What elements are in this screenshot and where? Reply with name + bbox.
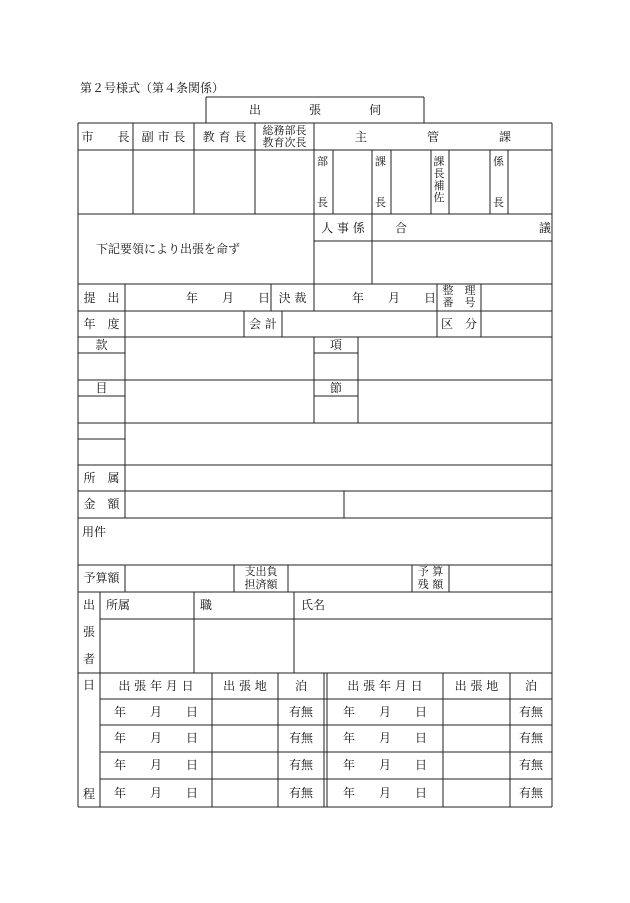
kacho-hosa-label: 課長補佐: [433, 155, 445, 204]
setsu-label: 節: [329, 381, 342, 395]
budget-remaining-label-2: 残 額: [417, 578, 444, 591]
schedule-row-stay: 有無: [288, 786, 313, 800]
schedule-row-stay: 有無: [518, 705, 543, 719]
schedule-row-stay: 有無: [518, 758, 543, 772]
schedule-stay-header-left: 泊: [294, 679, 307, 693]
category-label: 区 分: [440, 317, 477, 331]
amount-label: 金 額: [83, 497, 120, 511]
schedule-row-stay: 有無: [288, 731, 313, 745]
schedule-label-bottom: 程: [82, 787, 95, 801]
kacho-label-top: 課: [375, 155, 386, 168]
budget-remaining-label-1: 予 算: [417, 565, 444, 578]
schedule-place-header-right: 出 張 地: [454, 679, 499, 693]
kacho-label-bottom: 長: [375, 196, 386, 209]
schedule-row-date: 年 月 日: [342, 731, 427, 745]
kakaricho-label-top: 係: [493, 155, 504, 168]
form-number-label: 第２号様式（第４条関係）: [80, 81, 225, 95]
purpose-label: 用件: [82, 525, 107, 539]
personnel-section-label: 人 事 係: [321, 221, 365, 235]
budget-label: 予算額: [83, 571, 120, 585]
schedule-row-date: 年 月 日: [342, 705, 427, 719]
deputy-mayor-label: 副 市 長: [141, 130, 186, 144]
reference-number-label-1: 整 理: [442, 284, 476, 297]
general-affairs-director-label: 総務部長: [262, 124, 307, 137]
schedule-row-date: 年 月 日: [113, 786, 198, 800]
expense-committed-label-2: 担済額: [244, 578, 278, 591]
mayor-label: 市 長: [81, 130, 130, 144]
schedule-stay-header-right: 泊: [524, 679, 537, 693]
education-chief-label: 教 育 長: [202, 130, 247, 144]
bucho-label-top: 部: [317, 155, 328, 168]
trip-order-instruction: 下記要領により出張を命ず: [96, 242, 241, 256]
form-title: 出 張 伺: [248, 103, 381, 117]
traveler-affiliation-label: 所属: [106, 598, 131, 612]
expense-committed-label-1: 支出負: [244, 565, 278, 578]
schedule-row-stay: 有無: [288, 705, 313, 719]
schedule-place-header-left: 出 張 地: [223, 679, 267, 693]
kakaricho-label-bottom: 長: [493, 196, 504, 209]
schedule-date-header-left: 出 張 年 月 日: [118, 679, 194, 693]
schedule-date-header-right: 出 張 年 月 日: [347, 679, 423, 693]
bucho-label-bottom: 長: [317, 196, 328, 209]
schedule-row-date: 年 月 日: [113, 731, 198, 745]
traveler-name-label: 氏名: [301, 598, 326, 612]
submitted-date: 年 月 日: [186, 291, 271, 305]
affiliation-label: 所 属: [83, 471, 120, 485]
traveler-label-2: 張: [82, 625, 95, 639]
traveler-position-label: 職: [200, 598, 213, 612]
schedule-row-date: 年 月 日: [342, 758, 427, 772]
schedule-row-stay: 有無: [518, 731, 543, 745]
decided-date: 年 月 日: [352, 291, 437, 305]
schedule-row-stay: 有無: [518, 786, 543, 800]
education-deputy-label: 教育次長: [262, 136, 307, 149]
decided-label: 決 裁: [278, 291, 307, 305]
traveler-label-1: 出: [82, 598, 95, 612]
schedule-label-top: 日: [82, 678, 95, 692]
department-in-charge-label: 主 管 課: [354, 130, 511, 144]
consultation-label: 合 議: [395, 221, 552, 235]
moku-label: 目: [95, 381, 108, 395]
reference-number-label-2: 番 号: [442, 296, 476, 309]
schedule-row-date: 年 月 日: [342, 786, 427, 800]
kou-label: 項: [329, 338, 342, 352]
schedule-row-date: 年 月 日: [113, 758, 198, 772]
traveler-label-3: 者: [82, 652, 95, 666]
schedule-row-date: 年 月 日: [113, 705, 198, 719]
schedule-row-stay: 有無: [288, 758, 313, 772]
fiscal-year-label: 年 度: [83, 317, 120, 331]
kan-label: 款: [95, 338, 108, 352]
accounting-label: 会 計: [249, 317, 277, 331]
submitted-label: 提 出: [83, 291, 120, 305]
